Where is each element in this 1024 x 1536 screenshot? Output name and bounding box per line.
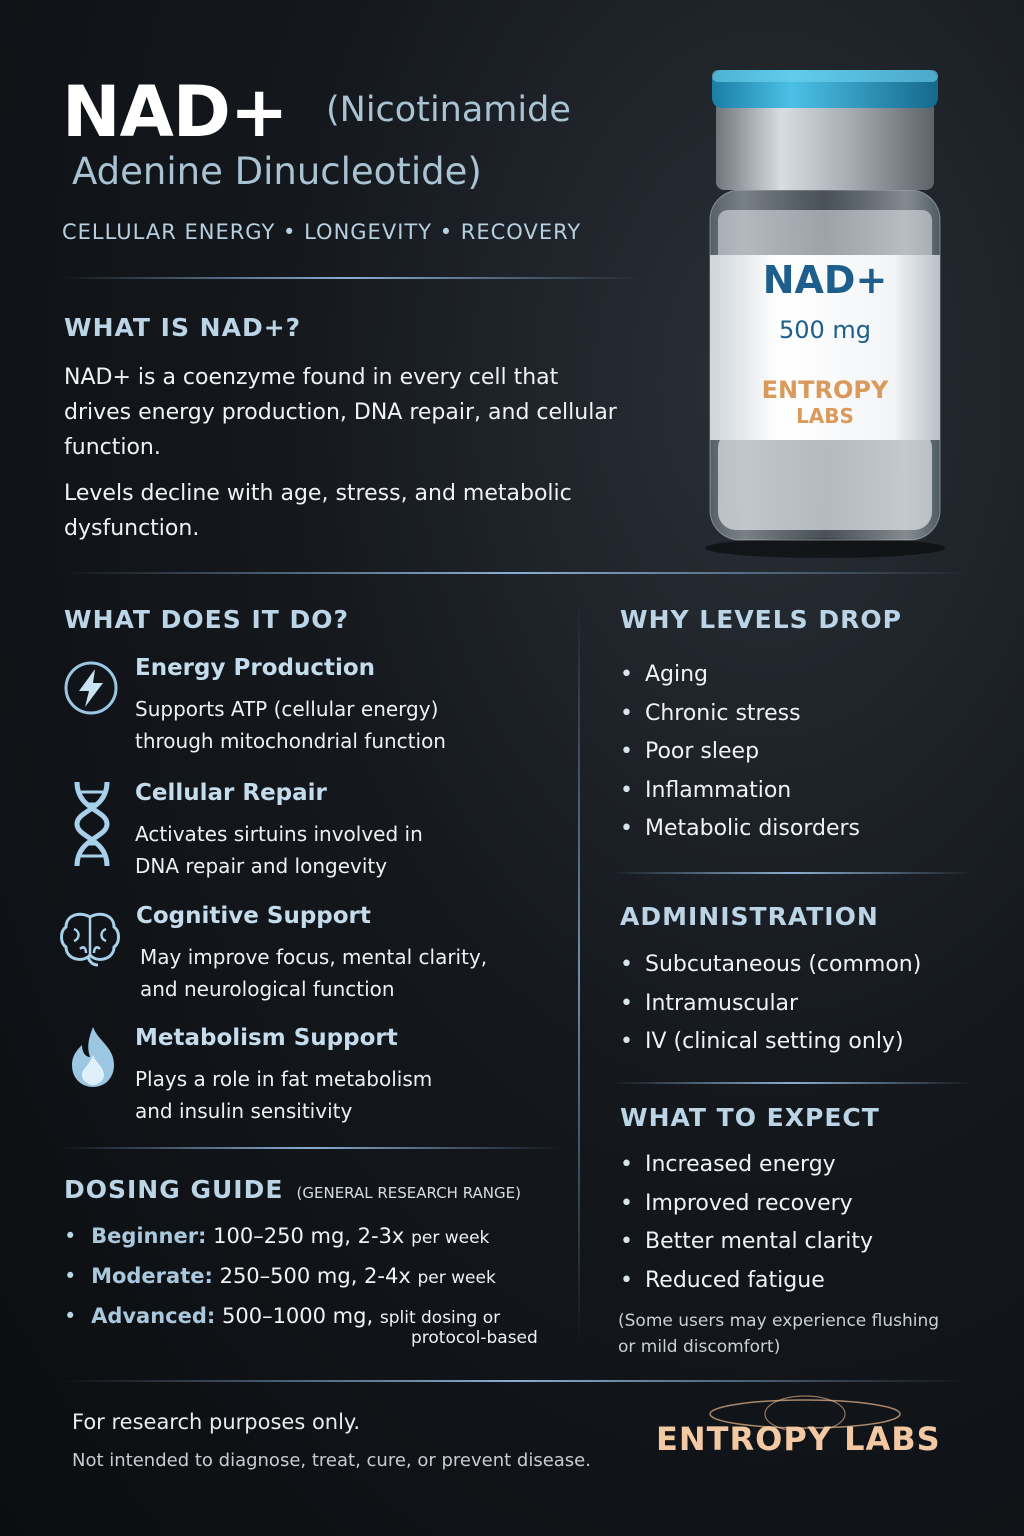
dosing-advanced-continuation: protocol-based	[411, 1328, 538, 1348]
list-item: • Inflammation	[620, 772, 860, 811]
dosing-heading: DOSING GUIDE	[64, 1175, 284, 1204]
expect-list	[620, 1146, 873, 1300]
feature-title: Energy Production	[135, 655, 376, 681]
page-title: NAD+	[62, 71, 288, 153]
section-heading-what-does: WHAT DOES IT DO?	[64, 605, 350, 634]
feature-metabolism	[62, 1025, 562, 1135]
list-item: • Aging	[620, 656, 860, 695]
tagline: CELLULAR ENERGY • LONGEVITY • RECOVERY	[62, 220, 582, 244]
feature-cognitive	[58, 903, 558, 1013]
list-item: • Subcutaneous (common)	[620, 946, 921, 985]
vial-label-brand-line2: LABS	[796, 404, 854, 428]
why-drop-list	[620, 656, 860, 849]
feature-desc-line1: May improve focus, mental clarity,	[140, 945, 488, 969]
divider-right-2	[612, 1082, 972, 1084]
feature-desc-line1: Plays a role in fat metabolism	[135, 1067, 433, 1091]
feature-desc-line1: Activates sirtuins involved in	[135, 822, 423, 846]
feature-desc-line2: DNA repair and longevity	[135, 854, 388, 878]
feature-title: Metabolism Support	[135, 1025, 398, 1051]
expect-note-line1: (Some users may experience flushing	[618, 1311, 940, 1331]
divider-footer	[60, 1380, 970, 1382]
vial-label-dose: 500 mg	[778, 316, 872, 344]
brain-icon	[58, 909, 122, 967]
page-subtitle-line2: Adenine Dinucleotide)	[72, 150, 482, 193]
disclaimer-medical: Not intended to diagnose, treat, cure, or prevent disease.	[72, 1450, 591, 1471]
page-subtitle-line1: (Nicotinamide	[326, 90, 571, 130]
divider-left-bottom	[60, 1147, 560, 1149]
vial-image	[690, 60, 960, 560]
list-item: • Poor sleep	[620, 733, 860, 772]
dosing-list	[64, 1217, 500, 1337]
what-is-paragraph-1: NAD+ is a coenzyme found in every cell that drives energy production, DNA repair, and cellular function.	[64, 365, 617, 460]
what-is-paragraph-2: Levels decline with age, stress, and metabolic dysfunction.	[64, 481, 572, 541]
feature-repair	[62, 780, 562, 890]
section-heading-administration: ADMINISTRATION	[620, 902, 879, 931]
feature-desc-line2: through mitochondrial function	[135, 729, 446, 753]
feature-desc-line2: and neurological function	[140, 977, 395, 1001]
section-heading-expect: WHAT TO EXPECT	[620, 1103, 880, 1132]
feature-title: Cellular Repair	[135, 780, 327, 806]
divider-main	[60, 572, 970, 574]
brand-logo-text: ENTROPY LABS	[656, 1420, 941, 1458]
list-item: • Metabolic disorders	[620, 810, 860, 849]
vial-label-brand-line1: ENTROPY	[761, 376, 889, 404]
dosing-heading-note: (GENERAL RESEARCH RANGE)	[296, 1184, 521, 1202]
list-item: • Improved recovery	[620, 1185, 873, 1224]
feature-energy	[62, 655, 562, 765]
divider-header	[60, 277, 640, 279]
dna-icon	[67, 780, 125, 868]
list-item: • Advanced: 500–1000 mg, split dosing or	[64, 1297, 500, 1337]
expect-note-line2: or mild discomfort)	[618, 1337, 781, 1357]
list-item: • Moderate: 250–500 mg, 2-4x per week	[64, 1257, 500, 1297]
administration-list	[620, 946, 921, 1062]
lightning-icon	[62, 659, 120, 717]
vial-label-title: NAD+	[762, 258, 888, 302]
section-heading-what-is: WHAT IS NAD+?	[64, 313, 302, 342]
feature-title: Cognitive Support	[136, 903, 371, 929]
section-heading-why-drop: WHY LEVELS DROP	[620, 605, 902, 634]
disclaimer-research: For research purposes only.	[72, 1410, 361, 1434]
feature-desc-line1: Supports ATP (cellular energy)	[135, 697, 439, 721]
list-item: • Beginner: 100–250 mg, 2-3x per week	[64, 1217, 500, 1257]
list-item: • IV (clinical setting only)	[620, 1023, 921, 1062]
divider-right-1	[612, 872, 972, 874]
flame-icon	[64, 1025, 122, 1089]
list-item: • Reduced fatigue	[620, 1262, 873, 1301]
list-item: • Increased energy	[620, 1146, 873, 1185]
section-heading-dosing	[64, 1175, 521, 1204]
list-item: • Better mental clarity	[620, 1223, 873, 1262]
list-item: • Chronic stress	[620, 695, 860, 734]
divider-vertical	[578, 600, 580, 1345]
list-item: • Intramuscular	[620, 985, 921, 1024]
feature-desc-line2: and insulin sensitivity	[135, 1099, 353, 1123]
